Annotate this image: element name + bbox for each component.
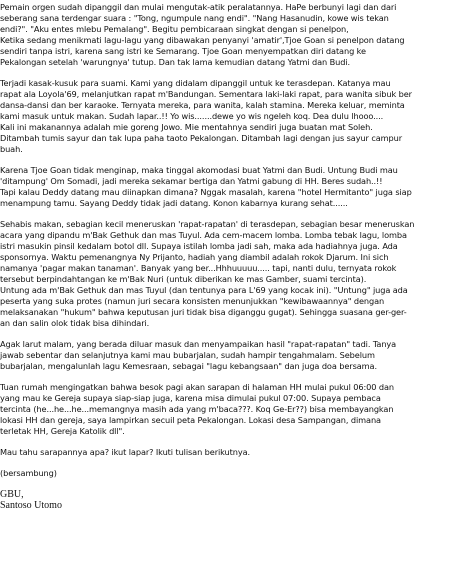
paragraph-7: Mau tahu sarapannya apa? ikut lapar? Ikuti tulisan berikutnya.	[0, 447, 250, 457]
paragraph-2: Terjadi kasak-kusuk para suami. Kami yang didalam dipanggil untuk ke terasdepan. Katanya mau rapat ala Loyola'69, melanjutkan rapat m'Bandungan. Sementara laki-laki rapat, para wanita sibuk ber dansa-dansi dan ber karaoke. Ternyata mereka, para wanita, kalah stamina. Mereka keluar, meminta kami masuk untuk makan. Sudah lapar..!! Yo wis.......dewe yo wis ngeleh koq. Dea dulu lhooo.... Kali ini makanannya adalah mie goreng Jowo. Mie mentahnya sendiri juga buatan mat Soleh. Ditambah tumis sayur dan tak lupa paha taoto Pekalongan. Ditambah lagi dengan jus sayur campur buah.	[0, 78, 412, 154]
paragraph-3: Karena Tjoe Goan tidak menginap, maka tinggal akomodasi buat Yatmi dan Budi. Untung Budi mau 'ditampung' Om Somadi, jadi mereka sekamar bertiga dan Yatmi gabung di HH. Beres sudah..!! Tapi kalau Deddy datang mau diinapkan dimana? Nggak masalah, karena "hotel Hermitanto" juga siap menampung tamu. Sayang Deddy tidak jadi datang. Konon kabarnya kurang sehat......	[0, 165, 412, 208]
paragraph-8: (bersambung)	[0, 468, 57, 478]
paragraph-1: Pemain orgen sudah dipanggil dan mulai mengutak-atik peralatannya. HaPe berbunyi lagi dan dari seberang sana terdengar suara : "Tong, ngumpule nang endi". "Nang Hasanudin, kowe wis tekan endi?". "Aku entes mlebu Pemalang". Begitu pembicaraan singkat dengan si penelpon, Ketika sedang menikmati lagu-lagu yang dibawakan penyanyi 'amatir',Tjoe Goan si penelpon datang sendiri tanpa istri, karena sang istri ke Semarang. Tjoe Goan menyempatkan diri datang ke Pekalongan setelah 'warungnya' tutup. Dan tak lama kemudian datang Yatmi dan Budi.	[0, 2, 405, 67]
signature: GBU, Santoso Utomo	[0, 489, 62, 511]
paragraph-4: Sehabis makan, sebagian kecil meneruskan 'rapat-rapatan' di terasdepan, sebagian besar meneruskan acara yang dipandu m'Bak Gethuk dan mas Tuyul. Ada cem-macem lomba. Lomba tebak lagu, lomba istri masukin pinsil kedalam botol dll. Supaya istilah lomba jadi sah, maka ada hadiahnya juga. Ada sponsornya. Waktu pemenangnya Ny Prijanto, hadiah yang diambil adalah rokok Djarum. Ini sich namanya 'pagar makan tanaman'. Banyak yang ber...Hhhuuuuu..... tapi, nanti dulu, ternyata rokok tersebut berpindahtangan ke m'Bak Nuri (untuk diberikan ke mas Gamber, suami tercinta). Untung ada m'Bak Gethuk dan mas Tuyul (dan tentunya para L'69 yang kocak ini). "Untung" juga ada peserta yang suka protes (namun juri secara konsisten menunjukkan "kewibawaannya" dengan melaksanakan "hukum" bahwa keputusan juri tidak bisa diganggu gugat). Sehingga suasana ger-ger- an dan salin olok tidak bisa dihindari.	[0, 219, 415, 328]
paragraph-5: Agak larut malam, yang berada diluar masuk dan menyampaikan hasil "rapat-rapatan" tadi. Tanya jawab sebentar dan selanjutnya kami mau bubarjalan, sudah hampir tengahmalam. Sebelum bubarjalan, mengalunlah lagu Kemesraan, sebagai "lagu kebangsaan" dan juga doa bersama.	[0, 339, 397, 371]
paragraph-6: Tuan rumah mengingatkan bahwa besok pagi akan sarapan di halaman HH mulai pukul 06:00 dan yang mau ke Gereja supaya siap-siap juga, karena misa dimulai pukul 07:00. Supaya pembaca tercinta (he...he...he...memangnya masih ada yang m'baca???. Koq Ge-Er??) bisa membayangkan lokasi HH dan gereja, saya lampirkan secuil peta Pekalongan. Lokasi desa Sampangan, dimana terletak HH, Gereja Katolik dll".	[0, 382, 394, 436]
